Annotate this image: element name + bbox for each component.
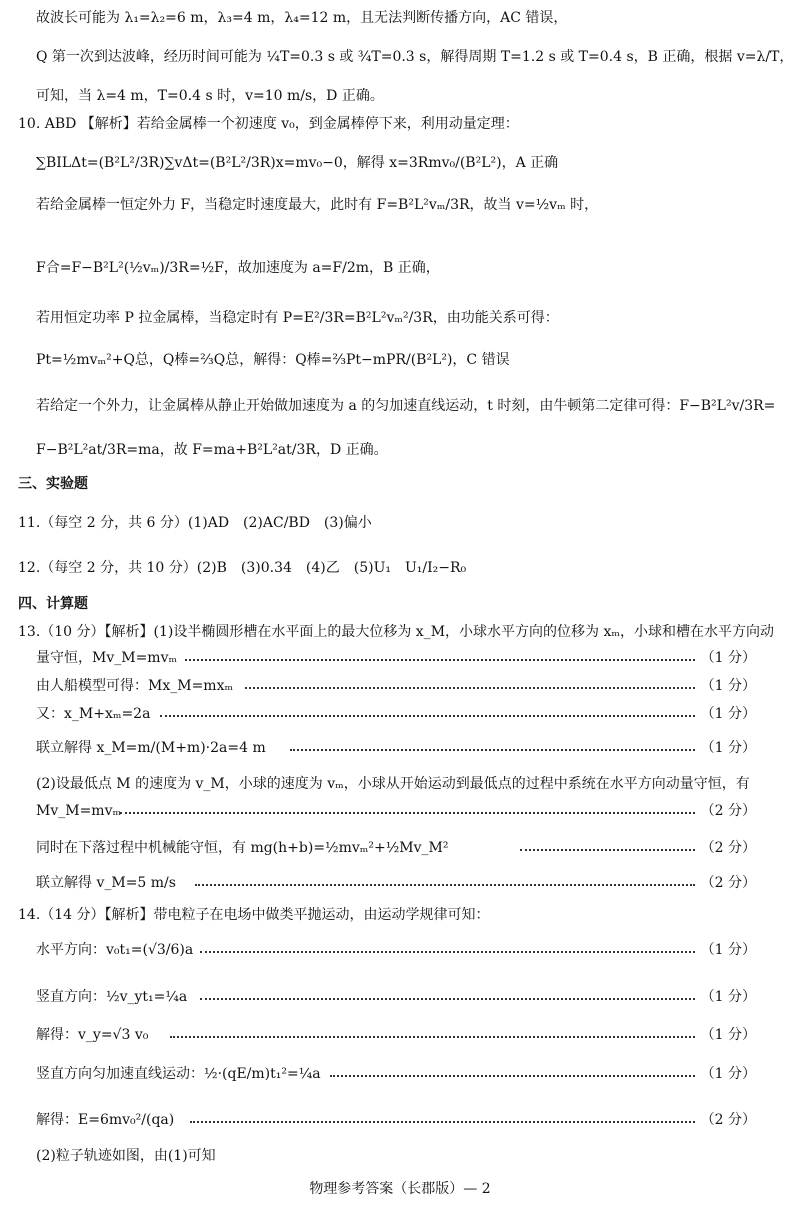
leader-dots — [160, 715, 695, 717]
leader-dots — [290, 749, 695, 751]
leader-dots — [195, 884, 695, 886]
leader-dots — [190, 1121, 695, 1123]
leader-dots — [520, 849, 695, 851]
leader-dots — [170, 1036, 695, 1038]
page-footer: 物理参考答案（长郡版）— 2 — [309, 1181, 491, 1197]
leader-dots — [185, 659, 695, 661]
leader-dots — [200, 951, 695, 953]
leader-dots — [200, 998, 695, 1000]
leader-dots — [120, 812, 695, 814]
leader-dots — [245, 687, 695, 689]
leader-dots — [330, 1075, 695, 1077]
